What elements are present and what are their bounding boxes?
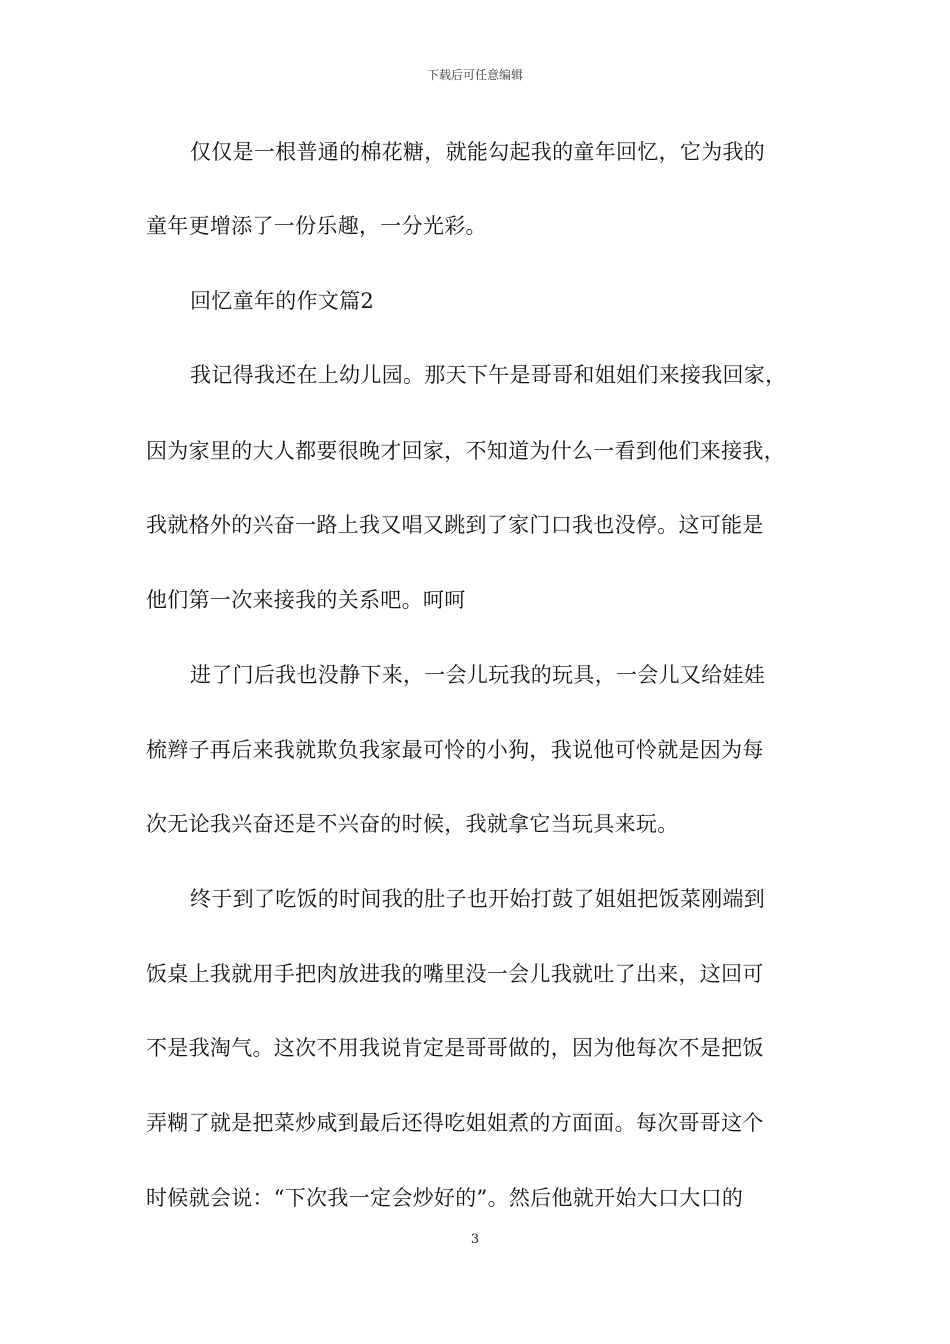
page-number: 3 <box>470 1232 480 1247</box>
text-line: 终于到了吃饭的时间我的肚子也开始打鼓了姐姐把饭菜刚端到 <box>190 887 766 911</box>
text-line: 饭桌上我就用手把肉放进我的嘴里没一会儿我就吐了出来，这回可 <box>146 962 764 986</box>
text-line: 我记得我还在上幼儿园。那天下午是哥哥和姐姐们来接我回家， <box>190 363 787 387</box>
text-line: 他们第一次来接我的关系吧。呵呵 <box>146 588 466 612</box>
text-line: 仅仅是一根普通的棉花糖，就能勾起我的童年回忆，它为我的 <box>190 140 766 164</box>
page-header: 下载后可任意编辑 <box>426 68 523 82</box>
section-heading: 回忆童年的作文篇2 <box>190 289 375 313</box>
text-line: 进了门后我也没静下来，一会儿玩我的玩具，一会儿又给娃娃 <box>190 663 766 687</box>
text-line: 因为家里的大人都要很晚才回家，不知道为什么一看到他们来接我， <box>146 439 785 463</box>
text-line: 不是我淘气。这次不用我说肯定是哥哥做的，因为他每次不是把饭 <box>146 1036 764 1060</box>
text-line: 时候就会说：“下次我一定会炒好的”。然后他就开始大口大口的 <box>146 1186 744 1210</box>
text-line: 我就格外的兴奋一路上我又唱又跳到了家门口我也没停。这可能是 <box>146 513 764 537</box>
text-line: 梳辫子再后来我就欺负我家最可怜的小狗，我说他可怜就是因为每 <box>146 738 764 762</box>
text-line: 次无论我兴奋还是不兴奋的时候，我就拿它当玩具来玩。 <box>146 812 679 836</box>
text-line: 童年更增添了一份乐趣，一分光彩。 <box>146 214 487 238</box>
text-line: 弄糊了就是把菜炒咸到最后还得吃姐姐煮的方面面。每次哥哥这个 <box>146 1111 764 1135</box>
